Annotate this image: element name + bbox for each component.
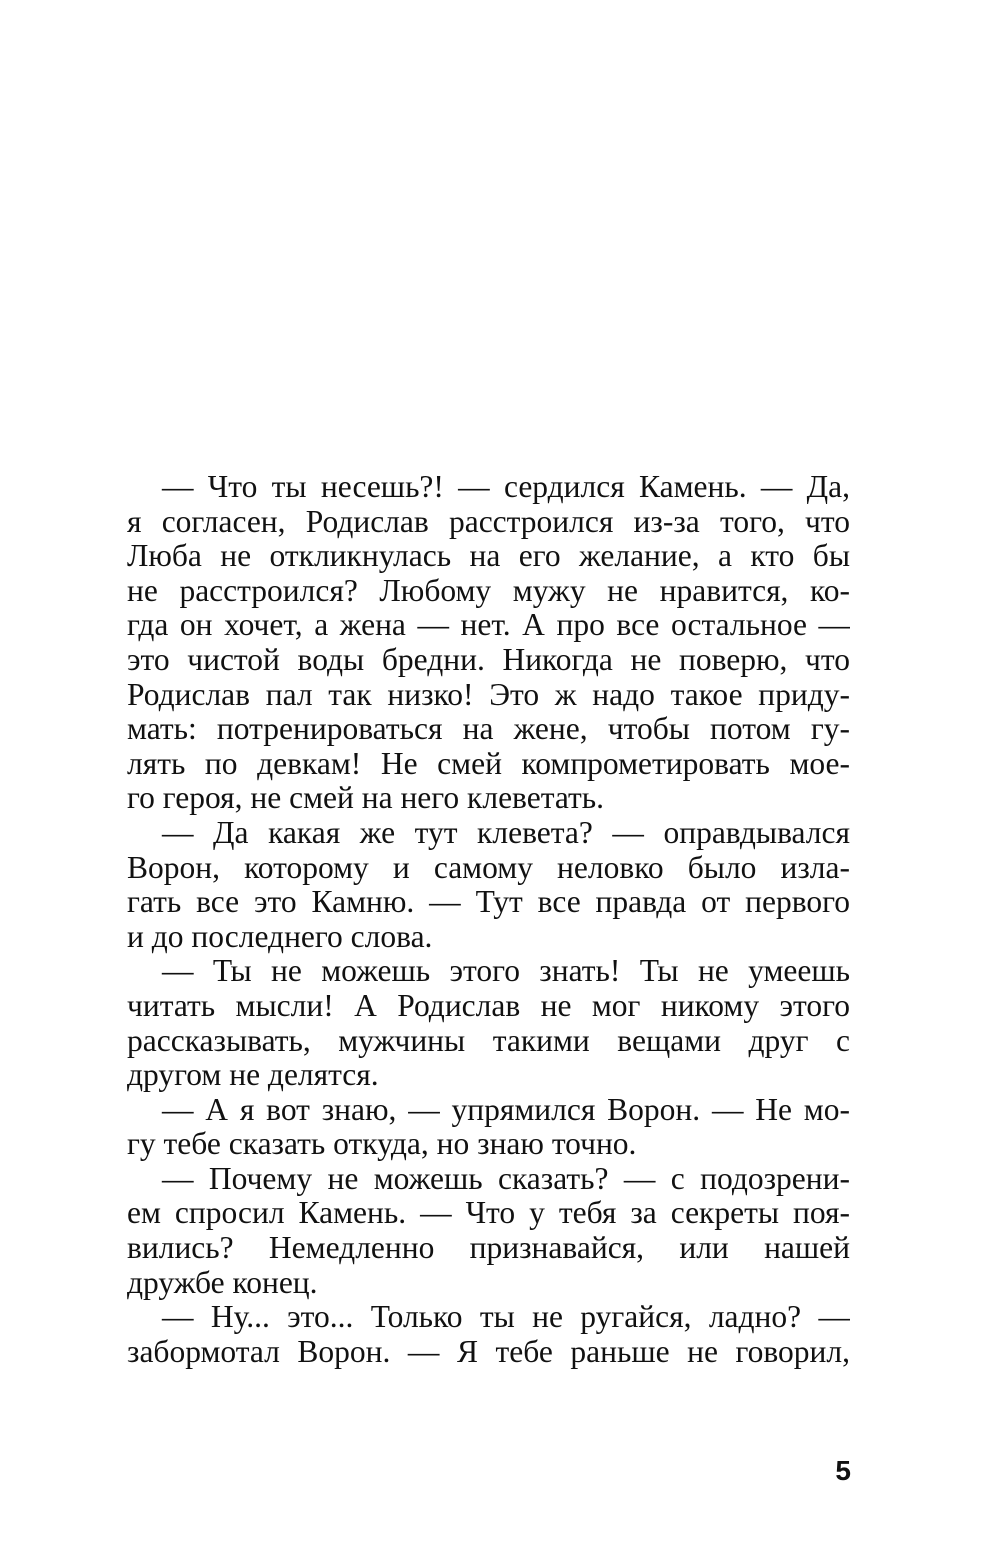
text-line: лять по девкам! Не смей компрометировать мое- bbox=[127, 746, 850, 781]
text-line: — Ты не можешь этого знать! Ты не умеешь bbox=[162, 954, 850, 989]
body-text bbox=[127, 470, 850, 1369]
text-line: читать мысли! А Родислав не мог никому этого bbox=[127, 988, 850, 1023]
text-line: ем спросил Камень. — Что у тебя за секреты поя- bbox=[127, 1196, 850, 1231]
text-line: — Да какая же тут клевета? — оправдывался bbox=[162, 815, 850, 850]
text-line: Люба не откликнулась на его желание, а кто бы bbox=[127, 539, 850, 574]
text-line: гать все это Камню. — Тут все правда от первого bbox=[127, 885, 850, 920]
text-line: вились? Немедленно признавайся, или нашей bbox=[127, 1231, 850, 1266]
text-line: мать: потренироваться на жене, чтобы потом гу- bbox=[127, 712, 850, 747]
page-number: 5 bbox=[835, 1455, 851, 1486]
text-line: Ворон, которому и самому неловко было изла- bbox=[127, 850, 850, 885]
text-line: другом не делятся. bbox=[127, 1058, 379, 1093]
text-line: — Ну... это... Только ты не ругайся, ладно? — bbox=[162, 1300, 850, 1335]
text-line: гу тебе сказать откуда, но знаю точно. bbox=[127, 1127, 637, 1162]
text-line: — А я вот знаю, — упрямился Ворон. — Не мо- bbox=[162, 1092, 850, 1127]
text-line: забормотал Ворон. — Я тебе раньше не говорил, bbox=[127, 1334, 850, 1369]
text-line: — Что ты несешь?! — сердился Камень. — Да, bbox=[162, 470, 850, 504]
text-line: Родислав пал так низко! Это ж надо такое приду- bbox=[127, 677, 850, 712]
text-line: гда он хочет, а жена — нет. А про все остальное — bbox=[127, 608, 850, 643]
text-line: го героя, не смей на него клеветать. bbox=[127, 781, 605, 816]
text-line: дружбе конец. bbox=[127, 1265, 318, 1300]
text-line: — Почему не можешь сказать? — с подозрени- bbox=[162, 1161, 850, 1196]
text-line: рассказывать, мужчины такими вещами друг с bbox=[127, 1023, 850, 1058]
text-line: это чистой воды бредни. Никогда не поверю, что bbox=[127, 642, 850, 677]
text-line: не расстроился? Любому мужу не нравится, ко- bbox=[127, 573, 850, 608]
text-line: я согласен, Родислав расстроился из-за того, что bbox=[127, 504, 850, 539]
text-line: и до последнего слова. bbox=[127, 919, 433, 954]
